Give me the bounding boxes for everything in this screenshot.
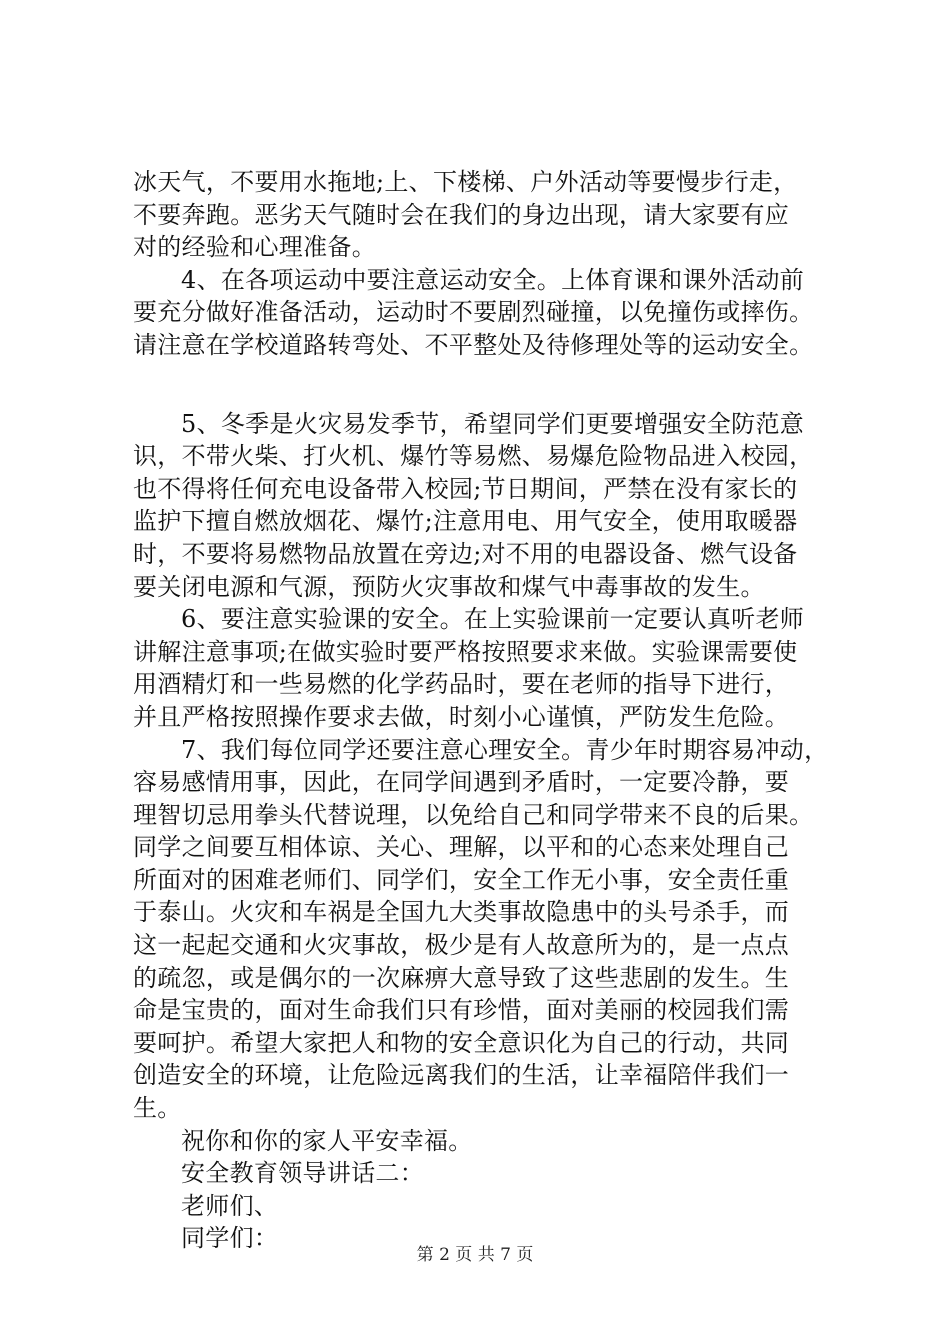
- text-line: 时，不要将易燃物品放置在旁边;对不用的电器设备、燃气设备: [133, 539, 798, 568]
- text-line: 命是宝贵的，面对生命我们只有珍惜，面对美丽的校园我们需: [133, 996, 790, 1025]
- paragraph-7-start: 7、我们每位同学还要注意心理安全。青少年时期容易冲动，: [181, 735, 829, 764]
- text-line: 要呵护。希望大家把人和物的安全意识化为自己的行动，共同: [133, 1028, 790, 1057]
- text-line: 生。: [133, 1094, 182, 1123]
- text-line: 于泰山。火灾和车祸是全国九大类事故隐患中的头号杀手，而: [133, 898, 790, 927]
- text-line: 对的经验和心理准备。: [133, 233, 376, 262]
- text-line: 并且严格按照操作要求去做，时刻小心谨慎，严防发生危险。: [133, 702, 790, 731]
- text-line: 同学之间要互相体谅、关心、理解，以平和的心态来处理自己: [133, 833, 790, 862]
- paragraph-6-start: 6、要注意实验课的安全。在上实验课前一定要认真听老师: [181, 605, 805, 634]
- paragraph-4-start: 4、在各项运动中要注意运动安全。上体育课和课外活动前: [181, 265, 805, 294]
- salutation-students: 同学们：: [181, 1224, 279, 1253]
- paragraph-5-start: 5、冬季是火灾易发季节，希望同学们更要增强安全防范意: [181, 409, 805, 438]
- text-line: 的疏忽，或是偶尔的一次麻痹大意导致了这些悲剧的发生。生: [133, 963, 790, 992]
- closing-wish: 祝你和你的家人平安幸福。: [181, 1126, 473, 1155]
- salutation-teachers: 老师们、: [181, 1191, 279, 1220]
- text-line: 识，不带火柴、打火机、爆竹等易燃、易爆危险物品进入校园，: [133, 442, 814, 471]
- text-line: 也不得将任何充电设备带入校园;节日期间，严禁在没有家长的: [133, 474, 798, 503]
- text-line: 冰天气，不要用水拖地;上、下楼梯、户外活动等要慢步行走，: [133, 168, 798, 196]
- text-line: 要充分做好准备活动，运动时不要剧烈碰撞，以免撞伤或摔伤。: [133, 298, 814, 327]
- text-line: 所面对的困难老师们、同学们，安全工作无小事，安全责任重: [133, 865, 790, 894]
- section-heading: 安全教育领导讲话二：: [181, 1159, 424, 1188]
- text-line: 这一起起交通和火灾事故，极少是有人故意所为的，是一点点: [133, 931, 790, 960]
- text-line: 容易感情用事，因此，在同学间遇到矛盾时，一定要冷静，要: [133, 768, 790, 797]
- text-line: 不要奔跑。恶劣天气随时会在我们的身边出现，请大家要有应: [133, 200, 790, 229]
- text-line: 请注意在学校道路转弯处、不平整处及待修理处等的运动安全。: [133, 330, 814, 359]
- document-body: [133, 166, 853, 1255]
- text-line: 创造安全的环境，让危险远离我们的生活，让幸福陪伴我们一: [133, 1061, 790, 1090]
- text-line: 用酒精灯和一些易燃的化学药品时，要在老师的指导下进行，: [133, 670, 790, 699]
- text-line: 理智切忌用拳头代替说理，以免给自己和同学带来不良的后果。: [133, 800, 814, 829]
- page-number-footer: 第 2 页 共 7 页: [416, 1245, 534, 1265]
- text-line: 要关闭电源和气源，预防火灾事故和煤气中毒事故的发生。: [133, 572, 765, 601]
- paragraph-gap: [133, 362, 853, 408]
- text-line: 监护下擅自燃放烟花、爆竹;注意用电、用气安全，使用取暖器: [133, 507, 798, 536]
- text-line: 讲解注意事项;在做实验时要严格按照要求来做。实验课需要使: [133, 637, 798, 666]
